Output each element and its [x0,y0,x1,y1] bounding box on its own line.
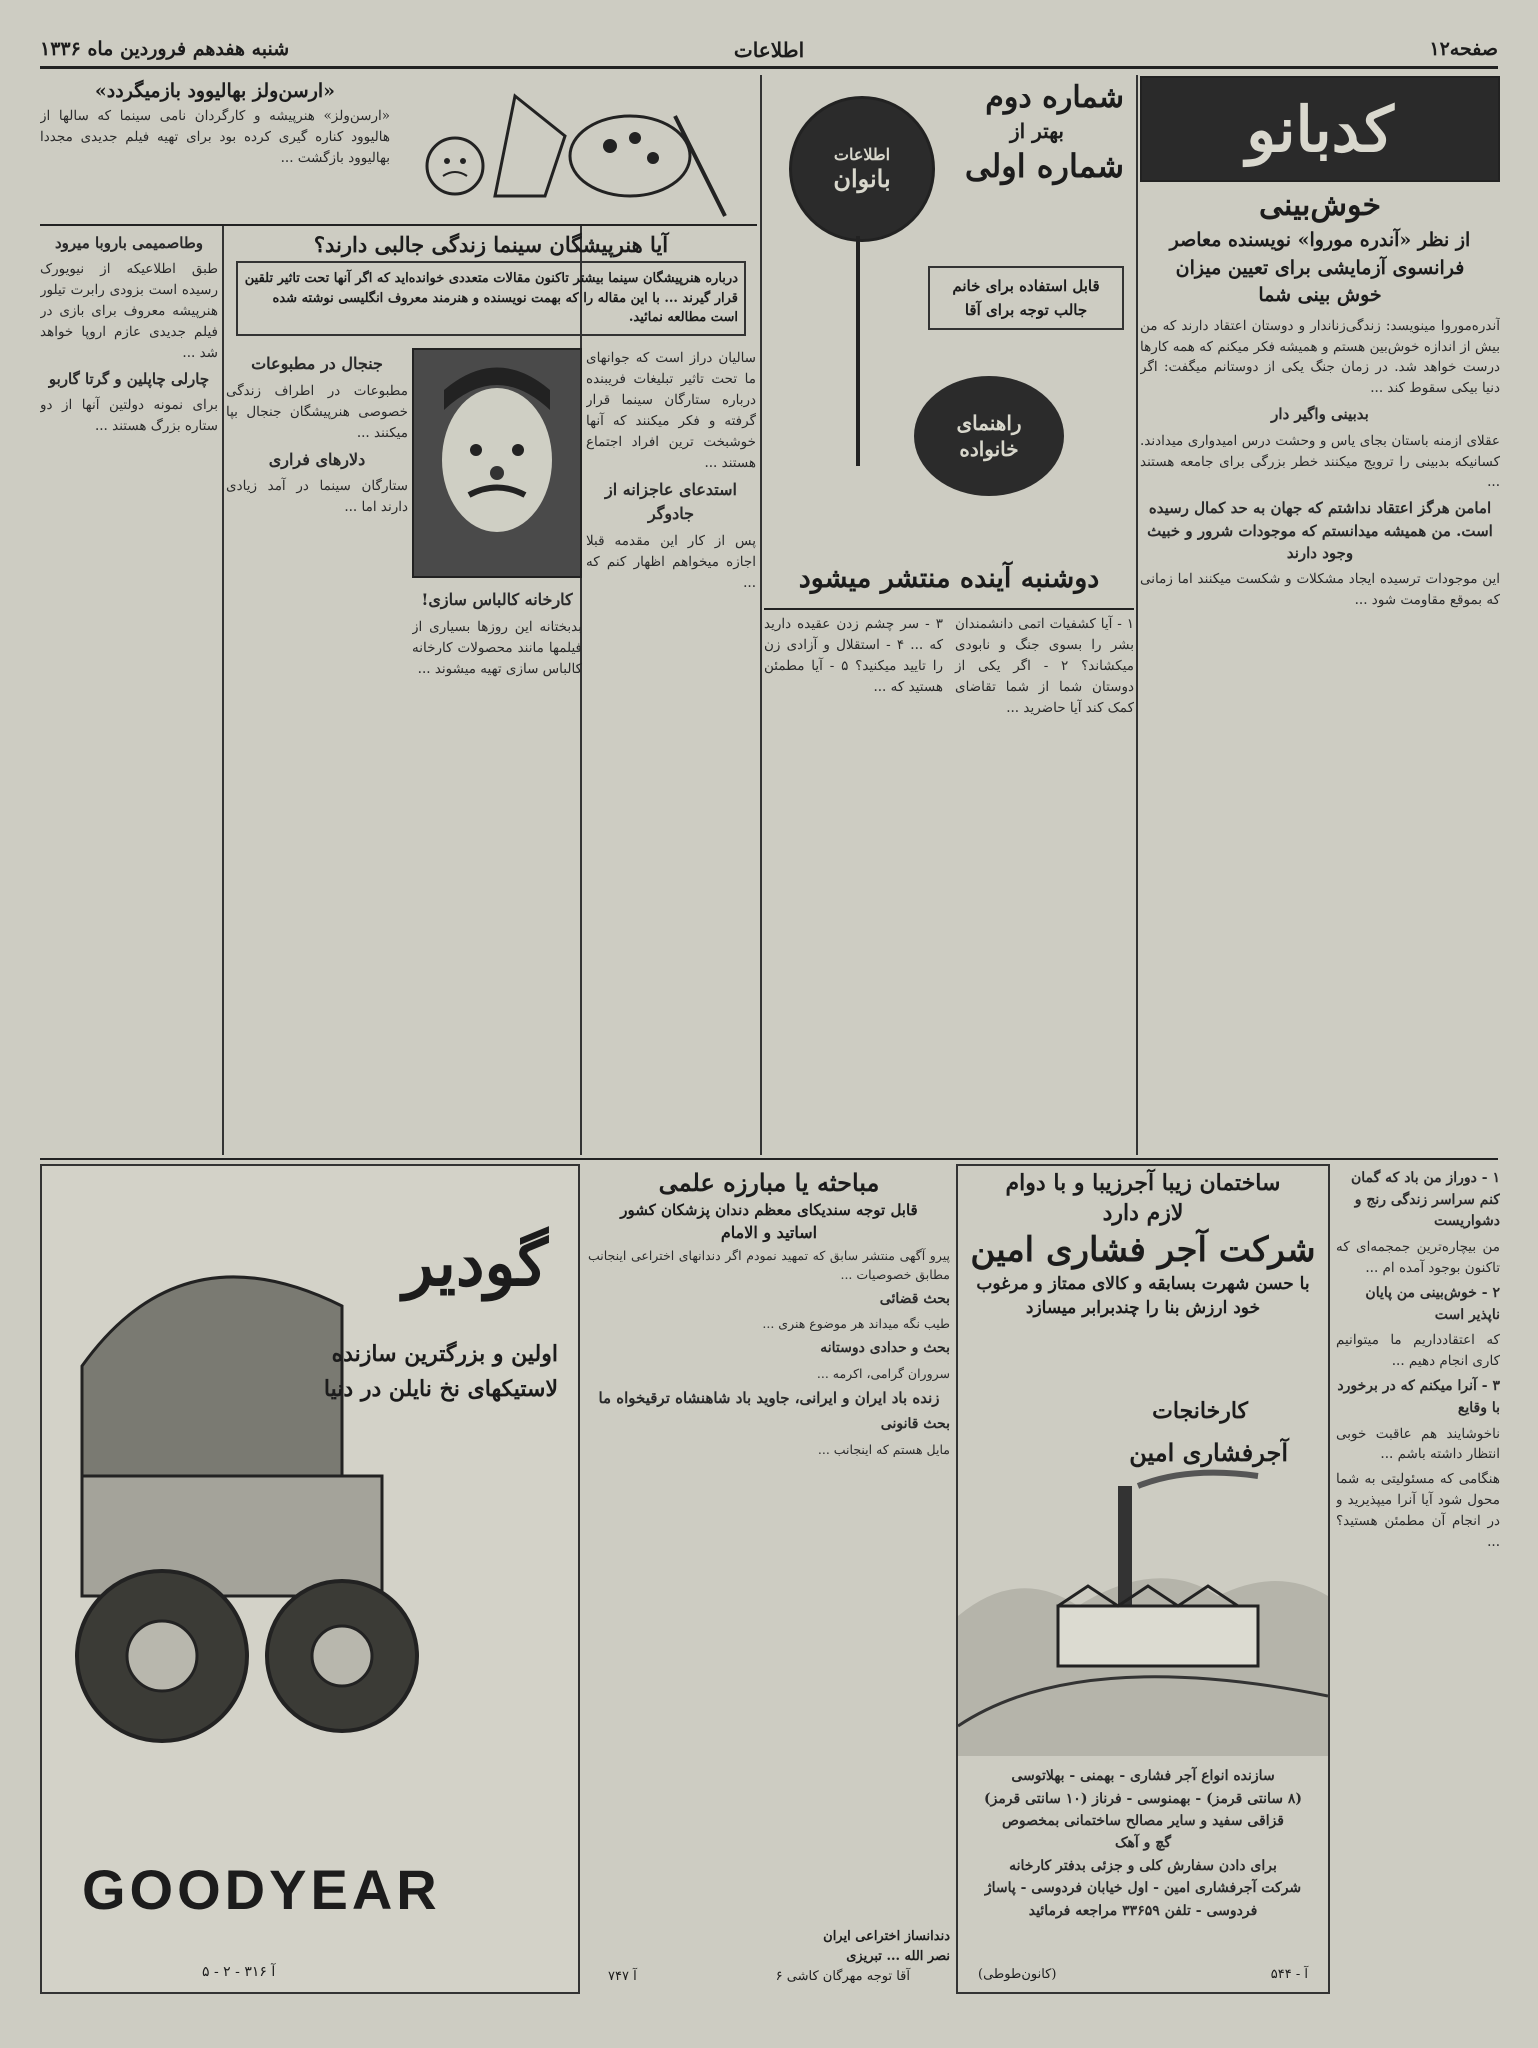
amin-products-4: گچ و آهک [1114,1835,1171,1852]
goodyear-ad [40,1164,580,1994]
kadbanoo-section1-title: بدبینی واگیر دار [1271,405,1369,424]
kadbanoo-q1-text: من بیچاره‌ترین جمجمه‌ای که تاکنون بوجود آمده ام ... [1336,1239,1500,1276]
kadbanoo-q3-title: ۳ - آنرا میکنم که در برخورد با وقایع [1337,1378,1500,1416]
column-divider [222,225,224,1155]
column-divider [760,75,762,1155]
amin-line2: لازم دارد [1102,1200,1184,1226]
amin-line4: خود ارزش بنا را چندبرابر میسازد [1025,1298,1261,1318]
kadbanoo-title: خوش‌بینی [1258,188,1382,223]
sign-pole [856,236,860,466]
clown-portrait [414,350,580,576]
movies-sub2-text: بدبختانه این روزها بسیاری از فیلمها مانند محصولات کارخانه کالباس سازی تهیه میشوند ... [412,618,582,677]
factory-illustration [958,1466,1328,1756]
movies-col1 [586,348,756,1153]
kadbanoo-intro: آندره‌موروا مینویسد: زندگی‌زناندار و دوستان اعتقاد دارند که من بیش از اندازه خوش‌بین هستم و همیشه فکر میکنم که همه کارها درست خواهد شد. در زمان جنگ یکی از دوستانم میگفت: اگر دنیا بیکی سقوط کند ... [1140,317,1500,397]
magazine-sign [789,96,935,242]
palette-illustration [395,76,757,224]
section-rule [40,224,757,226]
movies-col3 [226,348,408,1153]
movies-intro: درباره هنرپیشگان سینما بیشتر تاکنون مقالات متعددی خوانده‌اید که اگر آنها تحت تاثیر تلقین قرار گیرند ... با این مقاله را که بهمت نویسنده و هنرمند معروف انگلیسی نوشته شده است مطالعه نمائید. [236,261,746,336]
rabbit-sub-text: برای نمونه دولتین آنها از دو ستاره بزرگ هستند ... [40,397,218,435]
debate-h4: بحث قانونی [880,1416,950,1433]
debate-sign2: نصر الله ... تبریزی [846,1949,950,1964]
page-number: صفحه۱۲ [1429,38,1498,60]
debate-h4-text: مایل هستم که اینجانب ... [817,1441,950,1457]
ad-line2: بهتر از [1009,119,1064,143]
debate-sub: قابل توجه سندیکای معظم دندان پزشکان کشور [620,1201,918,1219]
debate-article [588,1164,950,1994]
ad-line1: شماره دوم [985,80,1124,115]
debate-h1: بحث قضائی [879,1290,950,1307]
amin-line3: با حسن شهرت بسابقه و کالای ممتاز و مرغوب [976,1274,1310,1294]
amin-products-2: (۸ سانتی قرمز) - بهمنوسی - فرناز (۱۰ سانتی قرمز) [983,1790,1303,1807]
goodyear-code: آ ۳۱۶ - ۲ - ۵ [202,1964,276,1980]
debate-sign1: دندانساز اختراعی ایران [823,1929,950,1944]
movies-sub1: استدعای عاجزانه از جادوگر [605,479,737,524]
amin-address: شرکت آجرفشاری امین - اول خیابان فردوسی - پاساژ [984,1880,1302,1897]
kadbanoo-section1-text: عقلای ازمنه باستان بجای یاس و وحشت درس امیدواری میدادند. کسانیکه بدبینی را ترویج میکنند خطر بزرگی برای جامعه هستند ... [1140,432,1500,491]
ad-feature-box [928,266,1124,330]
orson-welles-article [40,76,390,224]
movies-sub4: دلارهای فراری [268,449,366,469]
amin-products-3: قزاقی سفید و سایر مصالح ساختمانی بمخصوص [1001,1813,1284,1830]
kadbanoo-subtitle: از نظر «آندره موروا» نویسنده معاصر فرانسوی آزمایشی برای تعیین میزان خوش بینی شما [1169,229,1471,307]
amin-company: شرکت آجر فشاری امین [970,1230,1316,1270]
orson-title: «ارسن‌ولز بهالیوود بازمیگردد» [94,80,336,102]
kadbanoo-q3-text: ناخوشایند هم عاقبت خوبی انتظار داشته باشم ... [1336,1425,1500,1463]
questions-numbered: ۳ - سر چشم زدن عقیده دارید که ... ۴ - استقلال و آزادی زن را تایید میکنید؟ ۵ - آیا مطمئن هستید که ... [764,616,944,695]
cinema-illustration [395,76,757,224]
movies-sub2: کارخانه کالباس سازی! [421,590,573,609]
left-column-article [40,228,218,1153]
kadbanoo-logo: کدبانو [1246,92,1394,166]
movies-header [226,228,756,338]
ad-box-line1: قابل استفاده برای خانم [952,277,1100,295]
newspaper-name: اطلاعات [733,38,805,62]
debate-code: آ ۷۴۷ [608,1969,637,1984]
amin-products [968,1765,1318,1922]
rabbit-body: طبق اطلاعیکه از نیویورک رسیده است بزودی رابرت تیلور هنرپیشه معروف برای بازی در فیلم جدیدی عازم اروپا خواهد شد ... [40,261,218,361]
amin-phone: فردوسی - تلفن ۳۳۶۵۹ مراجعه فرمائید [1028,1902,1258,1919]
goodyear-logo: GOODYEAR [82,1858,441,1921]
kadbanoo-questions [1336,1164,1500,1994]
kadbanoo-section2-text: این موجودات ترسیده ایجاد مشکلات و شکست میکنند اما زمانی که بموقع مقاومت شود ... [1140,570,1500,608]
movies-col2 [412,584,582,1154]
movies-sub3: جنجال در مطبوعات [251,354,383,373]
amin-footnote: آ - ۵۴۴ [1270,1967,1308,1982]
goodyear-tagline2: لاستیکهای نخ نایلن در دنیا [323,1376,558,1402]
orson-body: «ارسن‌ولز» هنرپیشه و کارگردان نامی سینما که سالها از هالیوود کناره گیری کرده بود برای تهیه فیلم جدیدی مجددا بهالیوود بازگشت ... [40,108,390,166]
debate-h1-text: طیب نگه میداند هر موضوع هنری ... [762,1316,950,1332]
kadbanoo-section2-title: امامن هرگز اعتقاد نداشتم که جهان به حد کمال رسیده است. من همیشه میدانستم که موجودات شرور و خبیث وجود دارند [1147,499,1493,563]
factory-label: کارخانجات [1152,1398,1248,1424]
debate-title: مباحثه یا مبارزه علمی [658,1168,880,1197]
kadbanoo-q2-text: که اعتقادداریم ما میتوانیم کاری انجام دهیم ... [1336,1332,1500,1370]
kadbanoo-continued [1330,440,1500,1155]
goodyear-persian-title: گودیر [402,1226,548,1301]
debate-body: پیرو آگهی منتشر سابق که تمهید نمودم اگر دندانهای اختراعی اینجانب مطابق خصوصیات ... [588,1248,950,1283]
amin-order: برای دادن سفارش کلی و جزئی بدفتر کارخانه [1009,1857,1277,1874]
questions-article [764,614,1134,1154]
factory-name: آجرفشاری امین [1129,1438,1288,1467]
movies-sub4-text: ستارگان سینما در آمد زیادی دارند اما ... [226,478,408,516]
amin-sign: (کانون‌طوطی) [978,1967,1057,1982]
sign-bottom-text: بانوان [833,164,891,193]
debate-h3: زنده باد ایران و ایرانی، جاوید باد شاهنشاه ترقیخواه ما [598,1388,940,1407]
movies-body: سالیان دراز است که جوانهای ما تحت تاثیر تبلیغات فریبنده درباره ستارگان سینما قرار گرفته و فکر میکنند که آنها خوشبخت ترین افراد اجتماع هستند ... [586,350,756,471]
amin-brick-ad [956,1164,1330,1994]
debate-text [588,1246,950,1459]
ad-box-line2: جالب توجه برای آقا [964,301,1088,319]
ad-line3: شماره اولی [964,147,1124,185]
column-divider [1136,75,1138,1155]
speech-bubble: راهنمای خانواده [914,376,1064,496]
debate-h2: بحث و حدادی دوستانه [820,1339,950,1356]
kadbanoo-q1-title: ۱ - دوراز من باد که گمان کنم سراسر زندگی رنج و دشواریست [1350,1170,1500,1230]
kadbanoo-ending: هنگامی که مسئولیتی به شما محول شود آیا آنرا میپذیرید و در انجام آن مطمئن هستید؟ ... [1336,1471,1500,1551]
goodyear-tagline1: اولین و بزرگترین سازنده [331,1341,558,1367]
debate-footer: آقا توجه مهرگان کاشی ۶ [775,1969,910,1984]
movies-sub1-text: پس از کار این مقدمه قبلا اجازه میخواهم اظهار کنم که ... [586,533,756,591]
rabbit-title: وطاصمیمی باروبا میرود [54,234,204,252]
sign-top-text: اطلاعات [833,145,891,164]
movies-sub3-text: مطبوعات در اطراف زندگی خصوصی هنرپیشگان جنجال بپا میکنند ... [226,382,408,441]
issue-date: شنبه هفدهم فروردین ماه ۱۳۳۶ [40,38,290,60]
actor-photo [412,348,582,578]
section-rule [764,608,1134,610]
kadbanoo-logo-banner [1140,76,1500,182]
second-issue-ad [764,76,1134,606]
rabbit-sub: چارلی چاپلین و گرتا گاربو [48,369,210,388]
header-rule [40,66,1498,69]
debate-sub2: اساتید و الامام [720,1223,818,1242]
amin-line1: ساختمان زیبا آجرزیبا و با دوام [1005,1170,1281,1196]
debate-h2-text: سروران گرامی، اکرمه ... [816,1365,950,1381]
movies-title: آیا هنرپیشگان سینما زندگی جالبی دارند؟ [313,232,669,257]
amin-products-1: سازنده انواع آجر فشاری - بهمنی - بهلاتوسی [1011,1768,1275,1785]
mid-rule [40,1158,1498,1160]
questions-body: ۱ - آیا کشفیات اتمی دانشمندان بشر را بسوی جنگ و نابودی میکشاند؟ ۲ - اگر یکی از دوستان شما از شما تقاضای کمک کند آیا حاضرید ... [955,616,1134,716]
kadbanoo-q2-title: ۲ - خوش‌بینی من پایان ناپذیر است [1365,1284,1500,1323]
ad-footer: دوشنبه آینده منتشر میشود [798,563,1100,594]
